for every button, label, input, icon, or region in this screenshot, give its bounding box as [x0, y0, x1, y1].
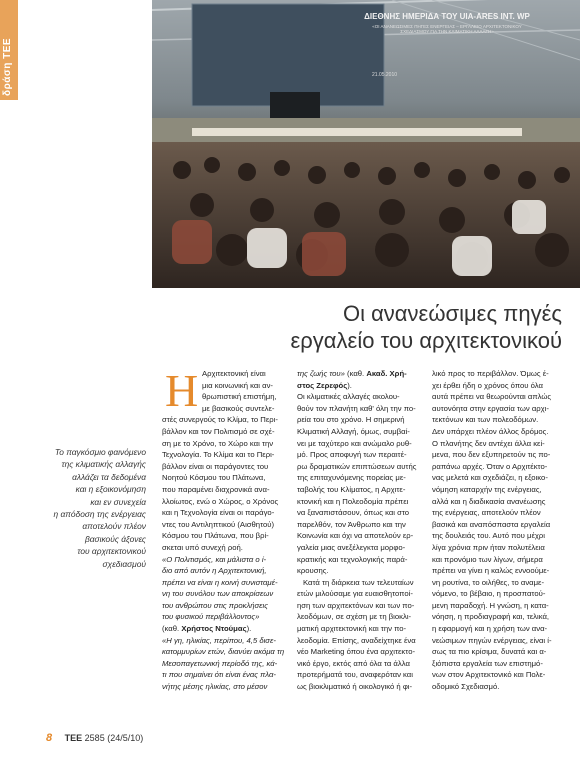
- body-line: κρατικής και τεχνολογικής παρά-: [297, 554, 408, 564]
- attribution-prefix: (καθ.: [344, 369, 367, 378]
- issue-info: 2585 (24/5/10): [84, 733, 144, 743]
- body-line: της ενέργειας, αποτελούν πλέον: [432, 508, 541, 518]
- body-line: λίγα χρόνια πριν ήταν πολυτέλεια: [432, 542, 545, 552]
- attribution-suffix: ).: [246, 624, 252, 634]
- body-line: λεοδομία. Επίσης, αναδείχτηκε ένα: [297, 635, 416, 645]
- quote-line: τι που σημαίνει ότι είναι ένας πλα-: [162, 670, 276, 680]
- quote-line: νήτης μέσης ηλικίας, στο μέσον: [162, 682, 268, 692]
- drop-cap: Η: [165, 365, 199, 416]
- pull-quote-line: η απόδοση της ενέργειας: [53, 509, 146, 520]
- quote-line: πρέπει να είναι η κοινή συνισταμέ-: [162, 577, 278, 587]
- magazine-name: ΤΕΕ: [64, 733, 83, 743]
- body-line: ξιόπιστα εργαλεία των επιστημό-: [432, 658, 543, 668]
- body-line: αυτά πρέπει να θεωρούνται απλώς: [432, 392, 552, 402]
- body-line: θρωπιστική επιστήμη,: [202, 392, 277, 402]
- body-line: λικό προς το περιβάλλον. Όμως έ-: [432, 369, 549, 378]
- body-line: μό. Προς αποφυγή των περαιτέ-: [297, 450, 407, 460]
- body-line: ρω δραματικών επιπτώσεων αυτής: [297, 461, 417, 471]
- pull-quote-line: του αρχιτεκτονικού: [77, 546, 146, 557]
- quote-continuation: [297, 368, 423, 380]
- quote-line: κατομμυρίων ετών, διανύει ακόμα τη: [162, 647, 285, 657]
- body-line: αυτονόητα στην εργασία των αρχι-: [432, 403, 549, 413]
- quote-line: του ανθρώπου στις προκλήσεις: [162, 600, 268, 610]
- attribution-author: Ακαδ. Χρή-: [366, 369, 407, 378]
- body-line: Κόσμου του Πλάτωνα, που βρί-: [162, 531, 269, 541]
- pull-quote-line: και εν συνεχεία: [90, 496, 146, 507]
- body-line: που παραμένει διαχρονικά ανα-: [162, 484, 270, 494]
- body-line: Δεν υπάρχει πλέον άλλος δρόμος.: [432, 426, 549, 436]
- body-line: αλλά και η διαδικασία ανανέωσης: [432, 496, 546, 506]
- body-line: Οι κλιματικές αλλαγές ακολου-: [297, 392, 400, 402]
- article-headline: [170, 300, 562, 354]
- body-line: μενα, που δεν εξυπηρετούν τις πο-: [432, 450, 551, 460]
- quote-end-text: της ζωής του»: [297, 369, 345, 378]
- body-line: νέο Marketing όπου ένα αρχιτεκτο-: [297, 647, 416, 657]
- body-line: της δουλειάς του. Αυτό που μέχρι: [432, 531, 545, 541]
- quote-line: του φυσικού περιβάλλοντος»: [162, 612, 260, 622]
- body-line: Κατά τη διάρκεια των τελευταίων: [303, 577, 414, 587]
- body-line: Ο πλανήτης δεν αντέχει άλλα κεί-: [432, 438, 545, 448]
- body-line: Κοινωνία και όχι να αποτελούν ερ-: [297, 531, 414, 541]
- body-line: τεκτόνων και των πολεοδόμων.: [432, 415, 539, 425]
- body-line: νόηση, η προδιαγραφή και, τελικά,: [432, 612, 550, 622]
- body-line: ρεία του στο χρόνο. Η σημερινή: [297, 415, 405, 425]
- body-line: στές συνεργούς το Κλίμα, το Περι-: [162, 415, 278, 425]
- section-label: δράση ΤΕΕ: [2, 37, 13, 96]
- body-line: βάλλον είναι οι παράγοντες του: [162, 461, 269, 471]
- pull-quote-line: και η εξοικονόμηση: [75, 484, 146, 495]
- page-number: 8: [46, 732, 53, 744]
- pull-quote-line: βασικούς άξονες: [85, 533, 146, 544]
- quote-line: «Η γη, ηλικίας, περίπου, 4,5 δισε-: [162, 635, 276, 645]
- body-line: Αρχιτεκτονική είναι: [202, 369, 266, 378]
- quote-attribution: [162, 623, 288, 635]
- attribution-author: στος Ζερεφός: [297, 380, 348, 390]
- pull-quote: [18, 446, 146, 570]
- body-line: νων στον Αρχιτεκτονικό και Πολε-: [432, 670, 546, 680]
- headline-line: Οι ανανεώσιμες πηγές: [342, 301, 562, 326]
- body-line: Κλιματική Αλλαγή, όμως, συμβαί-: [297, 426, 410, 436]
- body-line: νεώσιμων πηγών ενέργειας, είναι ί-: [432, 635, 552, 645]
- body-line: χει έρθει ήδη ο χρόνος όπου όλα: [432, 380, 543, 390]
- body-line: σως τα πιο κρίσιμα, δυνατά και α-: [432, 647, 547, 657]
- conference-photo: [152, 0, 580, 288]
- banner-date: 21.05.2010: [372, 72, 398, 78]
- quote-line: διο από αυτόν η Αρχιτεκτονική,: [162, 566, 267, 576]
- quote-line: νη του συνόλου των αποκρίσεων: [162, 589, 274, 599]
- body-line: μενη παραδοχή. Η γνώση, η κατα-: [432, 600, 549, 610]
- attribution-prefix: (καθ.: [162, 624, 180, 634]
- body-column-2: [297, 368, 423, 693]
- body-line: ραπάνω αρχές. Όταν ο Αρχιτέκτο-: [432, 461, 548, 471]
- body-line: νας μελετά και σχεδιάζει, η εξοικο-: [432, 473, 548, 483]
- body-line: προτερήματά του, αναφερόταν και: [297, 670, 413, 680]
- body-line: ηση των αρχιτεκτόνων και των πο-: [297, 600, 415, 610]
- pull-quote-line: Το παγκόσμιο φαινόμενο: [54, 447, 146, 457]
- body-line: νικό έργο, εκτός από όλα τα άλλα: [297, 658, 410, 668]
- body-line: της επιταχυνόμενης πορείας με-: [297, 473, 406, 483]
- body-line: και η Τεχνολογία είναι οι παράγο-: [162, 508, 275, 518]
- body-line: βασικά και αναπόσπαστα εργαλεία: [432, 519, 551, 529]
- section-tab: [0, 0, 18, 100]
- body-line: κτονική και η Πολεοδομία πρέπει: [297, 496, 409, 506]
- body-column-3: [432, 368, 558, 693]
- pull-quote-line: αλλάζει τα δεδομένα: [72, 471, 146, 482]
- attribution-suffix: ).: [347, 380, 352, 390]
- body-line: βάλλον και τον Πολιτισμό σε σχέ-: [162, 426, 275, 436]
- body-line: ντες του Αντιληπτικού (Αισθητού): [162, 519, 275, 529]
- body-line: Τεχνολογία. Το Κλίμα και το Περι-: [162, 450, 275, 460]
- body-line: ματική αρχιτεκτονική και την πο-: [297, 624, 407, 634]
- pull-quote-line: της κλιματικής αλλαγής: [61, 459, 146, 470]
- body-line: οδομικό Σχεδιασμό.: [432, 682, 500, 692]
- banner-subtitle: «ΟΙ ΑΝΑΝΕΩΣΙΜΕΣ ΠΗΓΕΣ ΕΝΕΡΓΕΙΑΣ – ΕΡΓΑΛΕΙΟ ΑΡΧΙΤΕΚΤΟΝΙΚΟΥ ΣΧΕΔΙΑΣΜΟΥ ΓΙΑ ΤΗΝ ΚΛΙΜΑΤΙΚΗ ΑΛΛΑΓΗ»: [372, 24, 522, 34]
- body-line: σκεται υπό συνεχή ροή.: [162, 542, 243, 552]
- body-line: νόμηση καταρχήν της ενέργειας,: [432, 484, 542, 494]
- body-line: κρουσης.: [297, 566, 329, 576]
- body-line: ως βιοκλιματικό ή οικολογικό ή φι-: [297, 682, 413, 692]
- pull-quote-line: σχεδιασμού: [102, 558, 146, 569]
- body-line: ση με το Χρόνο, το Χώρο και την: [162, 438, 274, 448]
- body-line: με βασικούς συντελε-: [202, 403, 275, 413]
- body-line: νη ρουτίνα, το οιλήθες, το αναμε-: [432, 577, 545, 587]
- quote-line: Μεσοπαγετωνική περίοδό της, κά-: [162, 658, 278, 668]
- body-column-1: [162, 365, 288, 693]
- body-line: ταβολής του Κλίματος, η Αρχιτε-: [297, 484, 406, 494]
- body-line: λλοίωτος, ενώ ο Χώρος, ο Χρόνος: [162, 496, 279, 506]
- body-line: και προνόμιο των λίγων, σήμερα: [432, 554, 543, 564]
- body-line: η εφαρμογή και η χρήση των ανα-: [432, 624, 548, 634]
- body-line: μια κοινωνική και αν-: [202, 380, 273, 390]
- page-footer: [46, 732, 143, 744]
- body-line: πρέπει να γίνει η καλώς εννοούμε-: [432, 566, 550, 576]
- quote-attribution: [297, 380, 423, 392]
- body-line: γαλεία μιας ανεξέλεγκτα μορφο-: [297, 542, 406, 552]
- quote-line: «Ο Πολιτισμός, και μάλιστα ο ί-: [162, 554, 267, 564]
- banner-title: ΔΙΕΘΝΗΣ ΗΜΕΡΙΔΑ ΤΟΥ UIA-ARES INT. WP: [364, 12, 530, 21]
- body-line: ετών μιλούσαμε για ευαισθητοποί-: [297, 589, 413, 599]
- headline-line: εργαλείο του αρχιτεκτονικού: [290, 328, 562, 353]
- pull-quote-line: αποτελούν πλέον: [82, 521, 146, 532]
- body-line: παρελθόν, τον Άνθρωπο και την: [297, 519, 406, 529]
- conference-photo-image: [152, 0, 580, 288]
- body-line: να ξαναπιστάσουν, όπως και στο: [297, 508, 410, 518]
- body-line: Νοητού Κόσμου του Πλάτωνα,: [162, 473, 266, 483]
- body-line: νόμενο, το βέβαιο, η προσπατού-: [432, 589, 546, 599]
- body-line: θούν τον πλανήτη καθ' όλη την πο-: [297, 403, 416, 413]
- body-line: λεοδόμων, σε σχέση με τη βιοκλι-: [297, 612, 412, 622]
- body-line: νει με ταχύτερο και ανώμαλο ρυθ-: [297, 438, 412, 448]
- attribution-author: Χρήστος Ντούμας: [181, 624, 247, 634]
